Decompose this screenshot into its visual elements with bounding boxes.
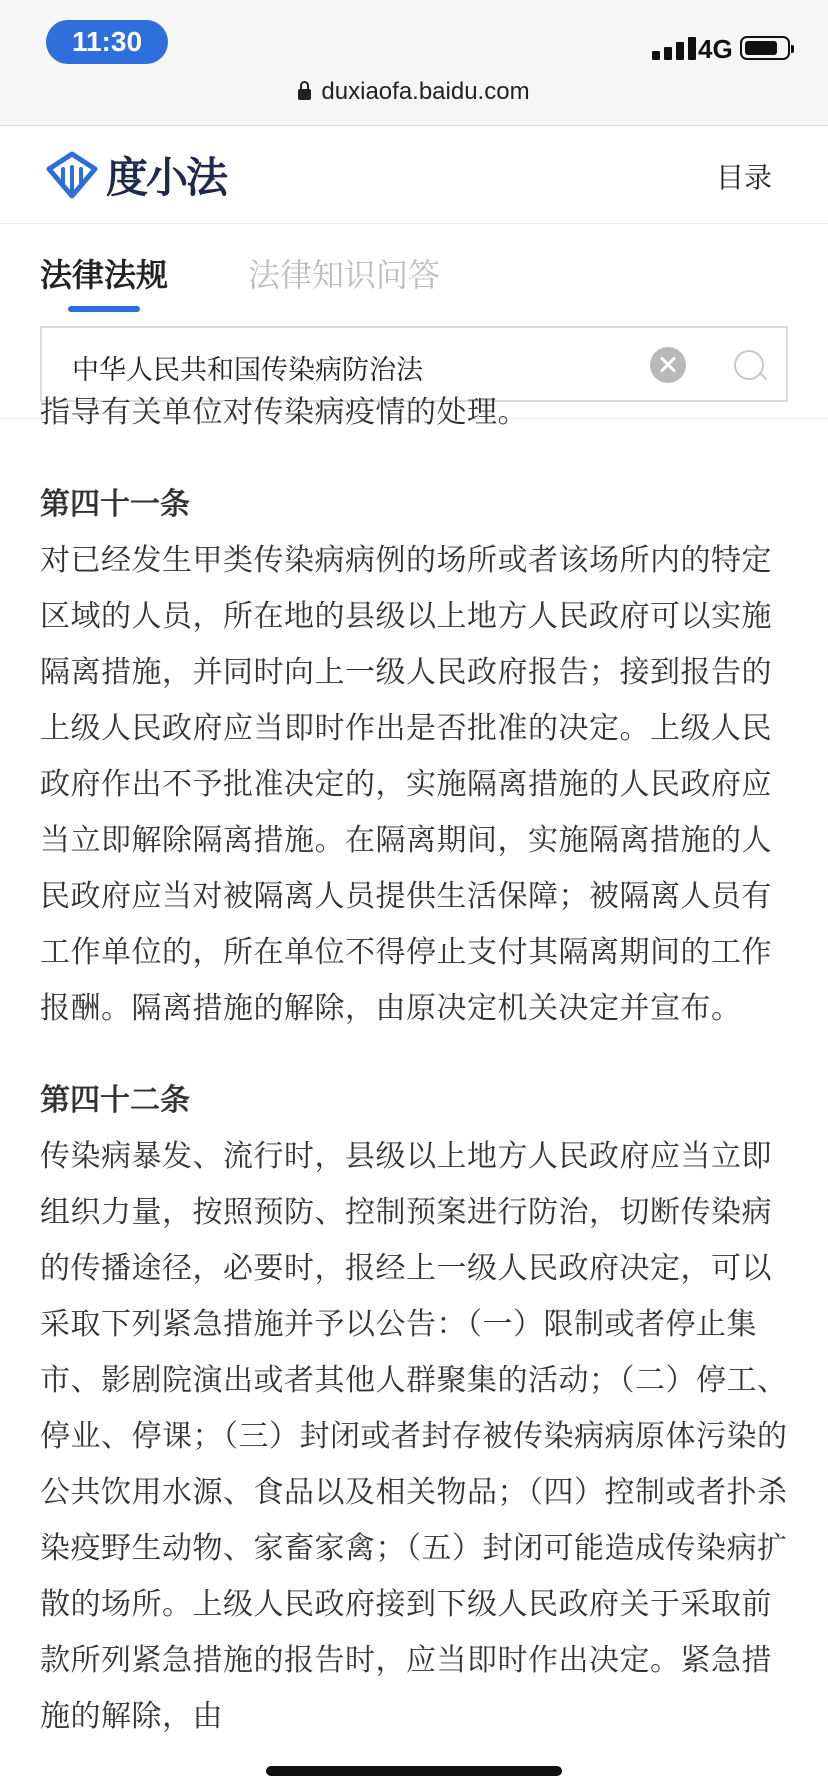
logo-icon — [46, 151, 98, 199]
tab-legal-qa[interactable]: 法律知识问答 — [248, 256, 441, 294]
search-icon[interactable] — [732, 348, 768, 384]
address-bar[interactable] — [0, 78, 828, 106]
article-title: 第四十一条 — [40, 487, 190, 522]
signal-icon — [652, 36, 702, 60]
article-text: 对已经发生甲类传染病病例的场所或者该场所内的特定区域的人员，所在地的县级以上地方人民政府可以实施隔离措施，并同时向上一级人民政府报告；接到报告的上级人民政府应当即时作出是否批准的决定。上级人民政府作出不予批准决定的，实施隔离措施的人民政府应当立即解除隔离措施。在隔离期间，实施隔离措施的人民政府应当对被隔离人员提供生活保障；被隔离人员有工作单位的，所在单位不得停止支付其隔离期间的工作报酬。隔离措施的解除，由原决定机关决定并宣布。 — [40, 543, 772, 1026]
article-title: 第四十二条 — [40, 1083, 190, 1118]
status-time: 11:30 — [46, 20, 168, 64]
logo-text: 度小法 — [106, 153, 227, 202]
browser-top-bar — [0, 0, 828, 126]
network-label: 4G — [698, 34, 733, 64]
article-text: 传染病暴发、流行时，县级以上地方人民政府应当立即组织力量，按照预防、控制预案进行防治，切断传染病的传播途径，必要时，报经上一级人民政府决定，可以采取下列紧急措施并予以公告：（一）限制或者停止集市、影剧院演出或者其他人群聚集的活动；（二）停工、停业、停课；（三）封闭或者封存被传染病病原体污染的公共饮用水源、食品以及相关物品；（四）控制或者扑杀染疫野生动物、家畜家禽；（五）封闭可能造成传染病扩散的场所。上级人民政府接到下级人民政府关于采取前款所列紧急措施的报告时，应当即时作出决定。紧急措施的解除，由 — [40, 1139, 788, 1734]
logo[interactable] — [46, 148, 226, 202]
clear-icon[interactable] — [650, 347, 686, 383]
battery-icon — [740, 36, 790, 60]
home-indicator[interactable] — [266, 1766, 562, 1776]
tab-bar — [0, 224, 828, 314]
catalog-button[interactable]: 目录 — [715, 161, 772, 194]
url-text: duxiaofa.baidu.com — [321, 78, 530, 105]
tab-laws[interactable]: 法律法规 — [40, 256, 169, 294]
app-header — [0, 126, 828, 224]
active-tab-indicator — [68, 306, 140, 312]
search-value: 中华人民共和国传染病防治法 — [72, 355, 423, 386]
law-content — [0, 395, 828, 1792]
lock-icon — [298, 89, 311, 100]
partial-article-text: 指导有关单位对传染病疫情的处理。 — [40, 395, 528, 430]
